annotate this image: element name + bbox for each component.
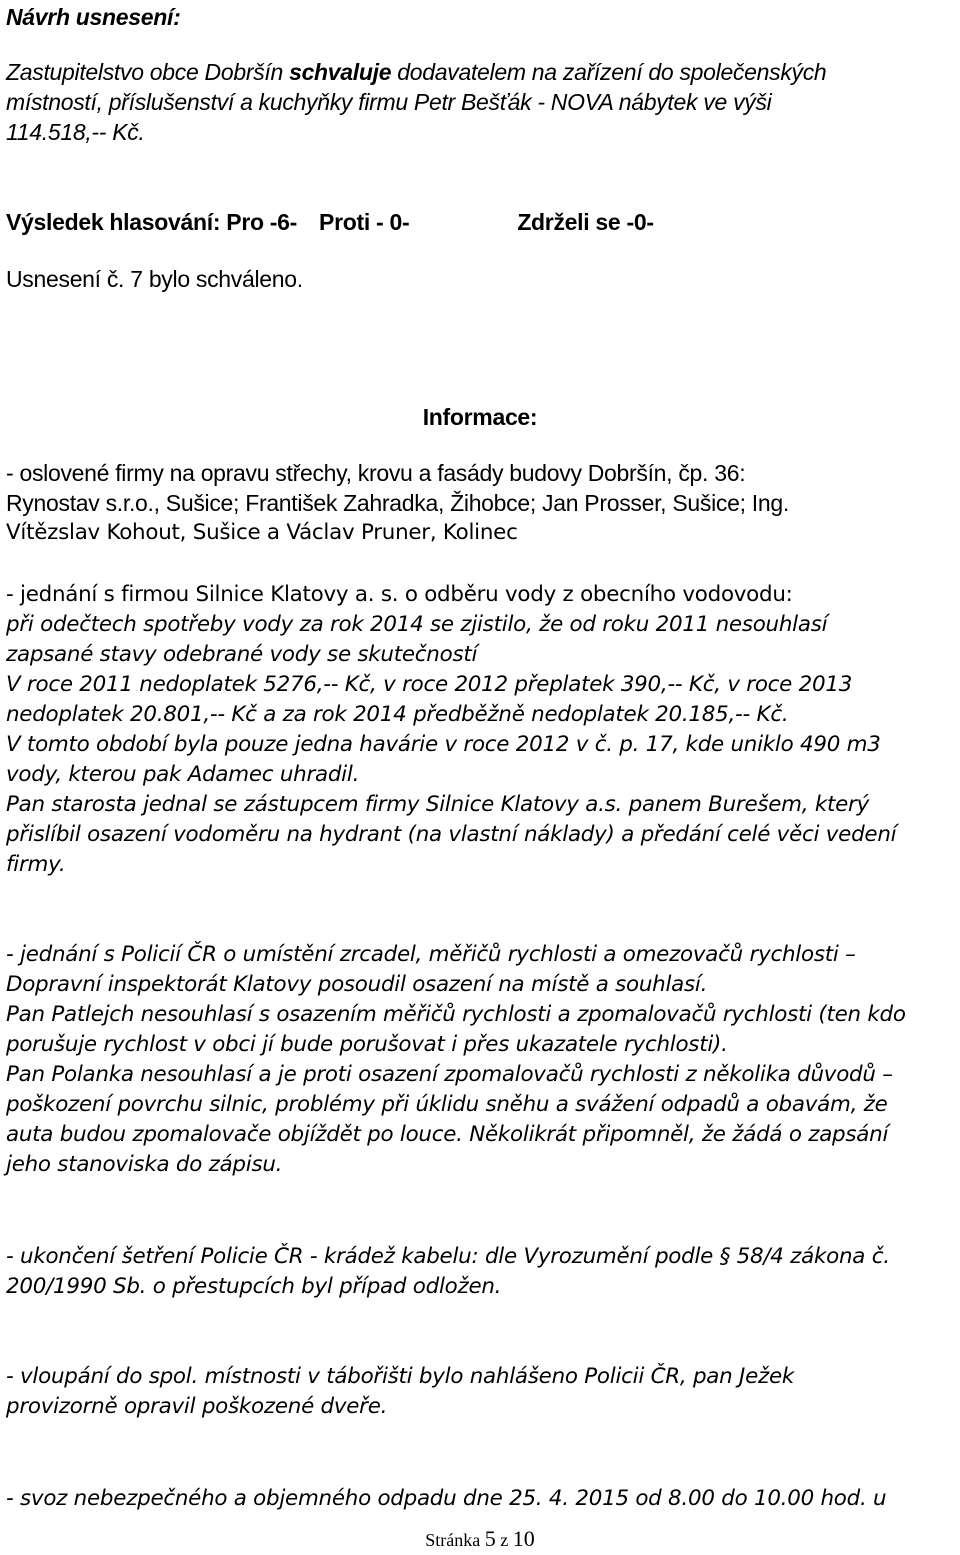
info-item-2-line-7: vody, kterou pak Adamec uhradil. xyxy=(6,762,360,787)
footer-page-total: 10 xyxy=(512,1526,535,1551)
info-item-1-line-2-text: Rynostav s.r.o., Sušice; František Zahradka, Žihobce; Jan Prosser, Sušice; Ing. xyxy=(6,490,789,516)
resolution-text-line-3: 114.518,-- Kč. xyxy=(6,119,145,145)
info-item-4-line-2: 200/1990 Sb. o přestupcích byl případ odložen. xyxy=(6,1274,502,1299)
resolution-text-line-1 xyxy=(6,57,826,87)
info-item-4-line-1: - ukončení šetření Policie ČR - krádež kabelu: dle Vyrozumění podle § 58/4 zákona č. xyxy=(6,1244,890,1269)
info-item-2-line-9: přislíbil osazení vodoměru na hydrant (na vlastní náklady) a předání celé věci vedení xyxy=(6,822,897,847)
footer-page-sep: z xyxy=(500,1530,509,1550)
info-item-1-line-3: Vítězslav Kohout, Sušice a Václav Pruner, Kolinec xyxy=(6,520,518,545)
info-item-2-line-5: nedoplatek 20.801,-- Kč a za rok 2014 předběžně nedoplatek 20.185,-- Kč. xyxy=(6,702,789,727)
info-item-1-line-1: - oslovené firmy na opravu střechy, krovu a fasády budovy Dobršín, čp. 36: xyxy=(6,460,746,486)
footer-page-current: 5 xyxy=(484,1526,496,1551)
info-item-5-line-2: provizorně opravil poškozené dveře. xyxy=(6,1394,388,1419)
vote-for: Pro -6- xyxy=(226,209,298,235)
info-item-2-line-1: - jednání s firmou Silnice Klatovy a. s. o odběru vody z obecního vodovodu: xyxy=(6,582,793,607)
info-item-3-line-7: auta budou zpomalovače objíždět po louce. Několikrát připomněl, že žádá o zapsání xyxy=(6,1122,889,1147)
vote-abstain: Zdrželi se -0- xyxy=(517,209,654,235)
resolution-heading: Návrh usnesení: xyxy=(6,4,181,30)
info-item-3-line-2: Dopravní inspektorát Klatovy posoudil osazení na místě a souhlasí. xyxy=(6,972,708,997)
info-item-6-line-1: - svoz nebezpečného a objemného odpadu dne 25. 4. 2015 od 8.00 do 10.00 hod. u xyxy=(6,1486,887,1511)
vote-label: Výsledek hlasování: xyxy=(6,209,221,235)
info-item-3-line-1: - jednání s Policií ČR o umístění zrcadel, měřičů rychlosti a omezovačů rychlosti – xyxy=(6,942,856,967)
info-item-3-line-4: porušuje rychlost v obci jí bude porušovat i přes ukazatele rychlosti). xyxy=(6,1032,728,1057)
resolution-text-line-2: místností, příslušenství a kuchyňky firmu Petr Bešťák - NOVA nábytek ve výši xyxy=(6,89,772,115)
footer-page-word: Stránka xyxy=(425,1530,481,1550)
info-item-3-line-5: Pan Polanka nesouhlasí a je proti osazení zpomalovačů rychlosti z několika důvodů – xyxy=(6,1062,893,1087)
resolution-text-part-2: dodavatelem na zařízení do společenských xyxy=(391,59,827,85)
info-item-2-line-4: V roce 2011 nedoplatek 5276,-- Kč, v roce 2012 přeplatek 390,-- Kč, v roce 2013 xyxy=(6,672,853,697)
resolution-verb: schvaluje xyxy=(289,59,392,85)
resolution-text-part-1: Zastupitelstvo obce Dobršín xyxy=(6,59,290,85)
info-item-3-line-3: Pan Patlejch nesouhlasí s osazením měřičů rychlosti a zpomalovačů rychlosti (ten kdo xyxy=(6,1002,906,1027)
resolution-outcome: Usnesení č. 7 bylo schváleno. xyxy=(6,266,303,292)
info-item-5-line-1: - vloupání do spol. místnosti v tábořišti bylo nahlášeno Policii ČR, pan Ježek xyxy=(6,1364,795,1389)
info-item-2-line-6: V tomto období byla pouze jedna havárie v roce 2012 v č. p. 17, kde uniklo 490 m3 xyxy=(6,732,881,757)
info-heading: Informace: xyxy=(422,404,538,430)
info-item-2-line-2: při odečtech spotřeby vody za rok 2014 se zjistilo, že od roku 2011 nesouhlasí xyxy=(6,612,828,637)
info-item-3-line-8: jeho stanoviska do zápisu. xyxy=(6,1152,283,1177)
info-item-2-line-3: zapsané stavy odebrané vody se skutečností xyxy=(6,642,478,667)
vote-result-line xyxy=(6,207,654,237)
info-item-2-line-10: firmy. xyxy=(6,852,66,877)
info-item-3-line-6: poškození povrchu silnic, problémy při úklidu sněhu a svážení odpadů a obavám, že xyxy=(6,1092,888,1117)
info-item-1-line-2 xyxy=(6,488,789,520)
vote-against: Proti - 0- xyxy=(319,209,410,235)
info-item-2-line-8: Pan starosta jednal se zástupcem firmy Silnice Klatovy a.s. panem Burešem, který xyxy=(6,792,870,817)
page-footer xyxy=(0,1524,960,1555)
